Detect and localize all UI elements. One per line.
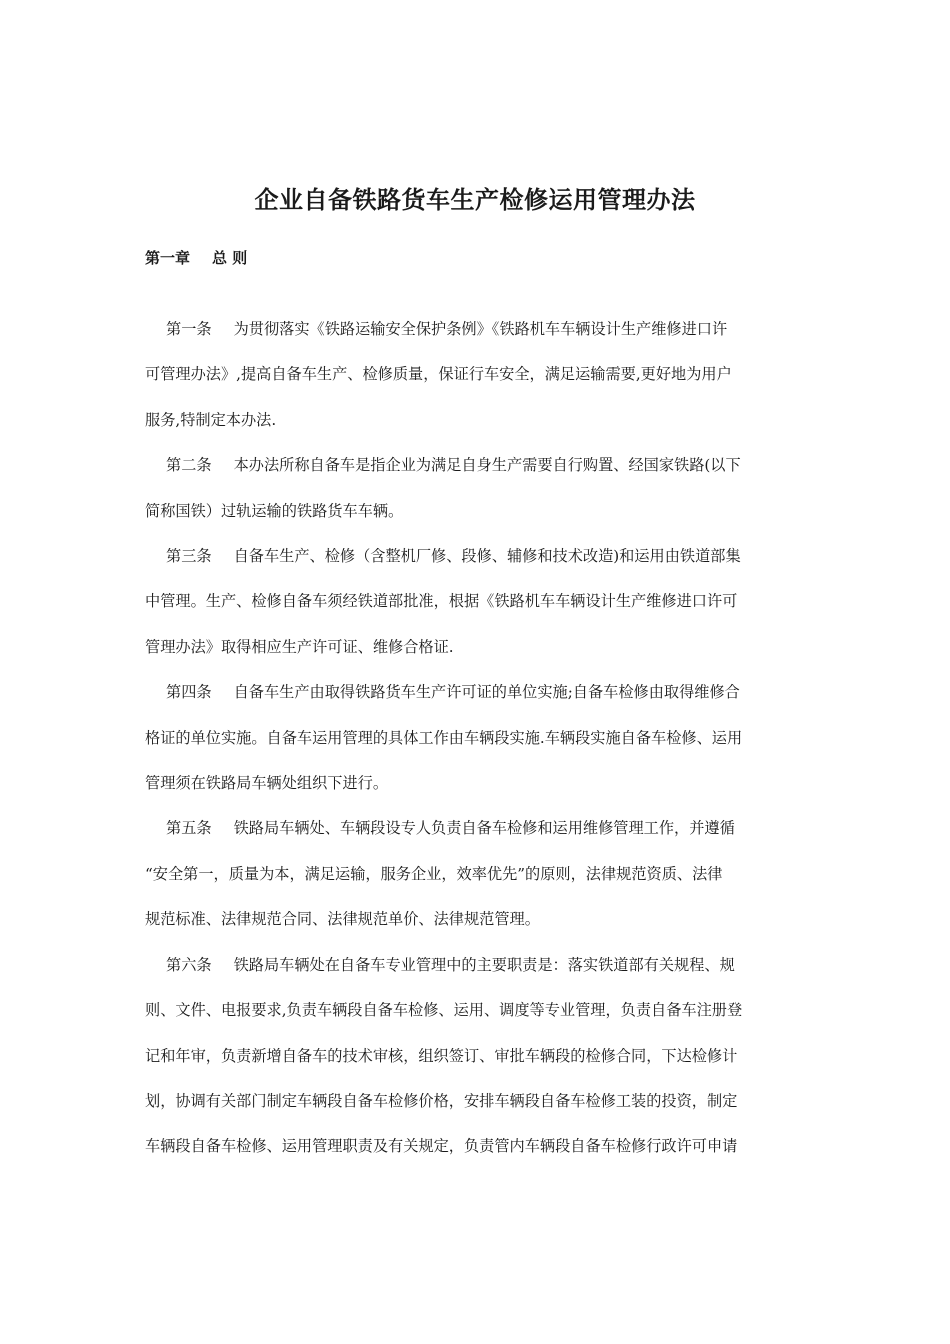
article-text: 则、文件、电报要求,负责车辆段自备车检修、运用、调度等专业管理，负责自备车注册登: [145, 1001, 743, 1020]
article-text: 可管理办法》,提高自备车生产、检修质量，保证行车安全，满足运输需要,更好地为用户: [145, 365, 732, 384]
article-number: 第四条: [166, 683, 212, 702]
article-text: 铁路局车辆处在自备车专业管理中的主要职责是：落实铁道部有关规程、规: [233, 955, 735, 974]
articles-body: [145, 307, 805, 1170]
article-text: 本办法所称自备车是指企业为满足自身生产需要自行购置、经国家铁路(以下: [233, 456, 741, 475]
article-line: [145, 852, 805, 897]
article-line: [145, 489, 805, 534]
article-text: 铁路局车辆处、车辆段设专人负责自备车检修和运用维修管理工作，并遵循: [233, 819, 735, 838]
article-line: [145, 398, 805, 443]
article-text: 管理办法》取得相应生产许可证、维修合格证.: [145, 637, 454, 656]
article-paragraph: [145, 307, 805, 443]
article-text: 记和年审，负责新增自备车的技术审核，组织签订、审批车辆段的检修合同，下达检修计: [145, 1046, 738, 1065]
article-line: [145, 579, 805, 624]
article-line: [145, 534, 805, 579]
article-line: [145, 806, 805, 851]
article-paragraph: [145, 670, 805, 806]
article-line: [145, 897, 805, 942]
chapter-name: 总 则: [212, 249, 248, 267]
article-text: 格证的单位实施。自备车运用管理的具体工作由车辆段实施.车辆段实施自备车检修、运用: [145, 728, 743, 747]
article-paragraph: [145, 443, 805, 534]
article-text: 中管理。生产、检修自备车须经铁道部批准，根据《铁路机车车辆设计生产维修进口许可: [145, 592, 738, 611]
article-paragraph: [145, 943, 805, 1170]
article-line: [145, 1124, 805, 1169]
article-text: 服务,特制定本办法.: [145, 410, 277, 429]
article-text: 为贯彻落实《铁路运输安全保护条例》《铁路机车车辆设计生产维修进口许: [233, 320, 728, 338]
article-line: [145, 1079, 805, 1124]
article-number: 第一条: [166, 320, 212, 338]
article-line: [145, 625, 805, 670]
article-text: 自备车生产、检修（含整机厂修、段修、辅修和技术改造)和运用由铁道部集: [233, 547, 741, 566]
article-number: 第五条: [166, 819, 212, 838]
article-line: [145, 670, 805, 715]
article-line: [145, 443, 805, 488]
article-line: [145, 943, 805, 988]
article-text: 车辆段自备车检修、运用管理职责及有关规定，负责管内车辆段自备车检修行政许可申请: [145, 1137, 738, 1156]
article-text: 规范标准、法律规范合同、法律规范单价、法律规范管理。: [145, 910, 540, 929]
article-number: 第六条: [166, 955, 212, 974]
article-line: [145, 307, 805, 352]
article-line: [145, 761, 805, 806]
article-text: 简称国铁）过轨运输的铁路货车车辆。: [145, 501, 404, 520]
chapter-heading: [145, 246, 247, 270]
article-text: 划，协调有关部门制定车辆段自备车检修价格，安排车辆段自备车检修工装的投资，制定: [145, 1091, 738, 1110]
article-number: 第三条: [166, 547, 212, 566]
article-text: 管理须在铁路局车辆处组织下进行。: [145, 774, 388, 793]
article-text: 自备车生产由取得铁路货车生产许可证的单位实施;自备车检修由取得维修合: [233, 683, 740, 702]
article-paragraph: [145, 806, 805, 942]
article-number: 第二条: [166, 456, 212, 475]
document-title: 企业自备铁路货车生产检修运用管理办法: [254, 186, 696, 214]
article-line: [145, 352, 805, 397]
article-line: [145, 988, 805, 1033]
article-line: [145, 716, 805, 761]
article-text: “安全第一，质量为本，满足运输，服务企业，效率优先”的原则，法律规范资质、法律: [145, 864, 723, 883]
article-line: [145, 1034, 805, 1079]
chapter-number: 第一章: [145, 249, 191, 267]
article-paragraph: [145, 534, 805, 670]
